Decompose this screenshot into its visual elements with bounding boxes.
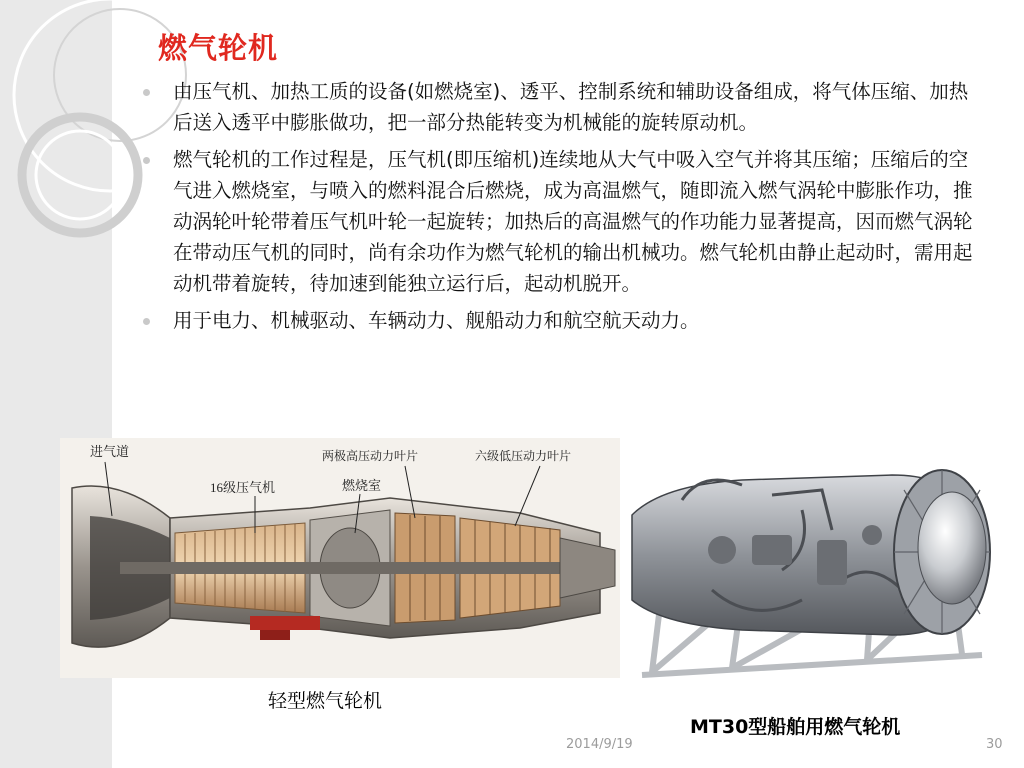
caption-mt30-gas-turbine: MT30型船舶用燃气轮机 [690, 716, 901, 738]
caption-light-gas-turbine: 轻型燃气轮机 [268, 690, 383, 712]
bullet-applications: 用于电力、机械驱动、车辆动力、舰船动力和航空航天动力。 [140, 305, 980, 336]
light-gas-turbine-cutaway-image [60, 438, 620, 678]
label-lp-turbine: 六级低压动力叶片 [475, 449, 572, 463]
bullet-definition: 由压气机、加热工质的设备(如燃烧室)、透平、控制系统和辅助设备组成，将气体压缩、加热后送入透平中膨胀做功，把一部分热能转变为机械能的旋转原动机。 [140, 76, 980, 138]
bullet-list [140, 76, 980, 342]
slide-title: 燃气轮机 [158, 31, 279, 65]
label-combustor: 燃烧室 [342, 478, 382, 493]
bullet-working-process: 燃气轮机的工作过程是，压气机(即压缩机)连续地从大气中吸入空气并将其压缩；压缩后的空气进入燃烧室，与喷入的燃料混合后燃烧，成为高温燃气，随即流入燃气涡轮中膨胀作功，推动涡轮叶轮带着压气机叶轮一起旋转；加热后的高温燃气的作功能力显著提高，因而燃气涡轮在带动压气机的同时，尚有余功作为燃气轮机的输出机械功。燃气轮机由静止起动时，需用起动机带着旋转，待加速到能独立运行后，起动机脱开。 [140, 144, 980, 299]
label-hp-turbine: 两极高压动力叶片 [322, 449, 419, 463]
label-compressor: 16级压气机 [210, 480, 276, 495]
label-intake: 进气道 [90, 444, 130, 459]
footer-date: 2014/9/19 [566, 737, 633, 752]
mt30-gas-turbine-image [622, 440, 1000, 692]
footer-page-number: 30 [986, 737, 1003, 752]
